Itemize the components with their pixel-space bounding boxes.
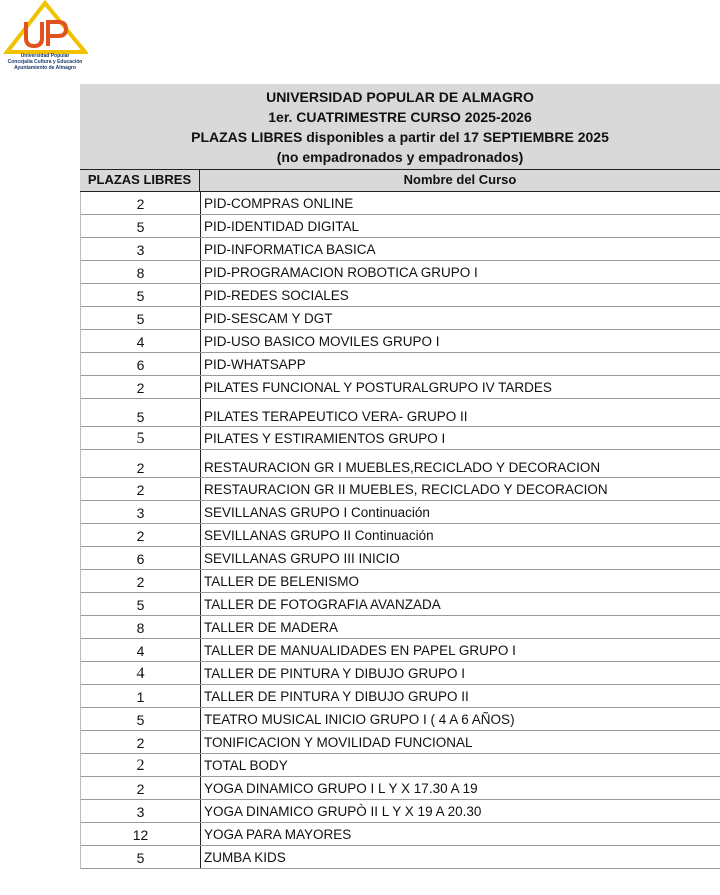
- table-row: [81, 330, 720, 353]
- plazas-count: 4: [81, 330, 201, 352]
- table-row: [81, 450, 720, 478]
- table-row: [81, 501, 720, 524]
- plazas-count: 2: [81, 570, 201, 592]
- course-name: PID-SESCAM Y DGT: [204, 311, 333, 326]
- table-row: [81, 731, 720, 754]
- plazas-count: 3: [81, 800, 201, 822]
- title-block: [80, 84, 720, 169]
- plazas-count: 2: [81, 450, 201, 477]
- course-name: TOTAL BODY: [204, 758, 288, 773]
- table-row: [81, 777, 720, 800]
- logo-line: Universidad Popular: [20, 53, 70, 59]
- course-name: TALLER DE PINTURA Y DIBUJO GRUPO I: [204, 666, 466, 681]
- plazas-count: 3: [81, 238, 201, 260]
- course-name: PID-INFORMATICA BASICA: [204, 242, 376, 257]
- table-body: [80, 192, 720, 869]
- logo-line: Concejalía Cultura y Educación: [7, 59, 83, 65]
- table-row: [81, 238, 720, 261]
- table-row: [81, 616, 720, 639]
- up-logo: [0, 0, 90, 80]
- table-row: [81, 353, 720, 376]
- plazas-count: 2: [81, 376, 201, 398]
- table-row: [81, 639, 720, 662]
- table-row: [81, 192, 720, 215]
- table-row: [81, 524, 720, 547]
- course-name: PID-PROGRAMACION ROBOTICA GRUPO I: [204, 265, 478, 280]
- course-name: TALLER DE PINTURA Y DIBUJO GRUPO II: [204, 689, 469, 704]
- course-name: TALLER DE FOTOGRAFIA AVANZADA: [204, 597, 441, 612]
- course-name: YOGA DINAMICO GRUPÒ II L Y X 19 A 20.30: [204, 804, 482, 819]
- table-row: [81, 376, 720, 399]
- plazas-count: 8: [81, 261, 201, 283]
- course-name: PILATES FUNCIONAL Y POSTURALGRUPO IV TARDES: [204, 380, 552, 395]
- table-row: [81, 284, 720, 307]
- title-line-1: UNIVERSIDAD POPULAR DE ALMAGRO: [266, 89, 534, 105]
- table-row: [81, 593, 720, 616]
- table-row: [81, 823, 720, 846]
- plazas-count: 2: [81, 754, 201, 776]
- title-line-4: (no empadronados y empadronados): [276, 149, 524, 165]
- course-name: RESTAURACION GR II MUEBLES, RECICLADO Y DECORACION: [204, 482, 608, 497]
- course-name: PILATES Y ESTIRAMIENTOS GRUPO I: [204, 431, 446, 446]
- course-name: RESTAURACION GR I MUEBLES,RECICLADO Y DECORACION: [204, 460, 601, 475]
- logo-caption: [0, 53, 90, 71]
- title-line-3: PLAZAS LIBRES disponibles a partir del 17 SEPTIEMBRE 2025: [191, 129, 609, 145]
- course-name: TALLER DE BELENISMO: [204, 574, 360, 589]
- table-row: [81, 708, 720, 731]
- table-row: [81, 662, 720, 685]
- course-name: ZUMBA KIDS: [204, 850, 286, 865]
- course-name: PID-USO BASICO MOVILES GRUPO I: [204, 334, 440, 349]
- plazas-count: 2: [81, 777, 201, 799]
- plazas-count: 5: [81, 427, 201, 449]
- plazas-count: 6: [81, 353, 201, 375]
- plazas-count: 2: [81, 478, 201, 500]
- course-name: YOGA DINAMICO GRUPO I L Y X 17.30 A 19: [204, 781, 478, 796]
- course-name: PID-WHATSAPP: [204, 357, 306, 372]
- plazas-count: 2: [81, 524, 201, 546]
- table-row: [81, 215, 720, 238]
- plazas-count: 5: [81, 399, 201, 426]
- header-nombre-curso: Nombre del Curso: [403, 172, 517, 187]
- table-row: [81, 846, 720, 869]
- course-name: PILATES TERAPEUTICO VERA- GRUPO II: [204, 409, 468, 424]
- table-row: [81, 427, 720, 450]
- title-line-2: 1er. CUATRIMESTRE CURSO 2025-2026: [268, 109, 532, 125]
- course-name: TEATRO MUSICAL INICIO GRUPO I ( 4 A 6 AÑOS): [204, 712, 515, 727]
- plazas-count: 3: [81, 501, 201, 523]
- plazas-count: 2: [81, 731, 201, 753]
- course-name: SEVILLANAS GRUPO II Continuación: [204, 528, 434, 543]
- plazas-count: 5: [81, 284, 201, 306]
- plazas-count: 4: [81, 662, 201, 684]
- availability-sheet: [80, 84, 720, 869]
- table-row: [81, 307, 720, 330]
- plazas-count: 8: [81, 616, 201, 638]
- table-row: [81, 547, 720, 570]
- up-logo-icon: [2, 0, 88, 56]
- header-plazas-libres: PLAZAS LIBRES: [80, 170, 200, 191]
- course-name: TALLER DE MADERA: [204, 620, 339, 635]
- course-name: SEVILLANAS GRUPO I Continuación: [204, 505, 430, 520]
- table-row: [81, 685, 720, 708]
- logo-line: Ayuntamiento de Almagro: [14, 65, 76, 71]
- course-name: TONIFICACION Y MOVILIDAD FUNCIONAL: [204, 735, 473, 750]
- course-name: YOGA PARA MAYORES: [204, 827, 352, 842]
- table-row: [81, 399, 720, 427]
- table-row: [81, 261, 720, 284]
- course-name: PID-COMPRAS ONLINE: [204, 196, 354, 211]
- table-row: [81, 570, 720, 593]
- course-name: PID-REDES SOCIALES: [204, 288, 349, 303]
- table-row: [81, 754, 720, 777]
- plazas-count: 5: [81, 846, 201, 868]
- course-name: TALLER DE MANUALIDADES EN PAPEL GRUPO I: [204, 643, 516, 658]
- course-name: SEVILLANAS GRUPO III INICIO: [204, 551, 400, 566]
- plazas-count: 5: [81, 593, 201, 615]
- plazas-count: 6: [81, 547, 201, 569]
- plazas-count: 5: [81, 708, 201, 730]
- plazas-count: 1: [81, 685, 201, 707]
- plazas-count: 2: [81, 192, 201, 214]
- table-row: [81, 478, 720, 501]
- plazas-count: 5: [81, 215, 201, 237]
- table-header: [80, 169, 720, 192]
- plazas-count: 4: [81, 639, 201, 661]
- plazas-count: 12: [81, 823, 201, 845]
- plazas-count: 5: [81, 307, 201, 329]
- table-row: [81, 800, 720, 823]
- course-name: PID-IDENTIDAD DIGITAL: [204, 219, 360, 234]
